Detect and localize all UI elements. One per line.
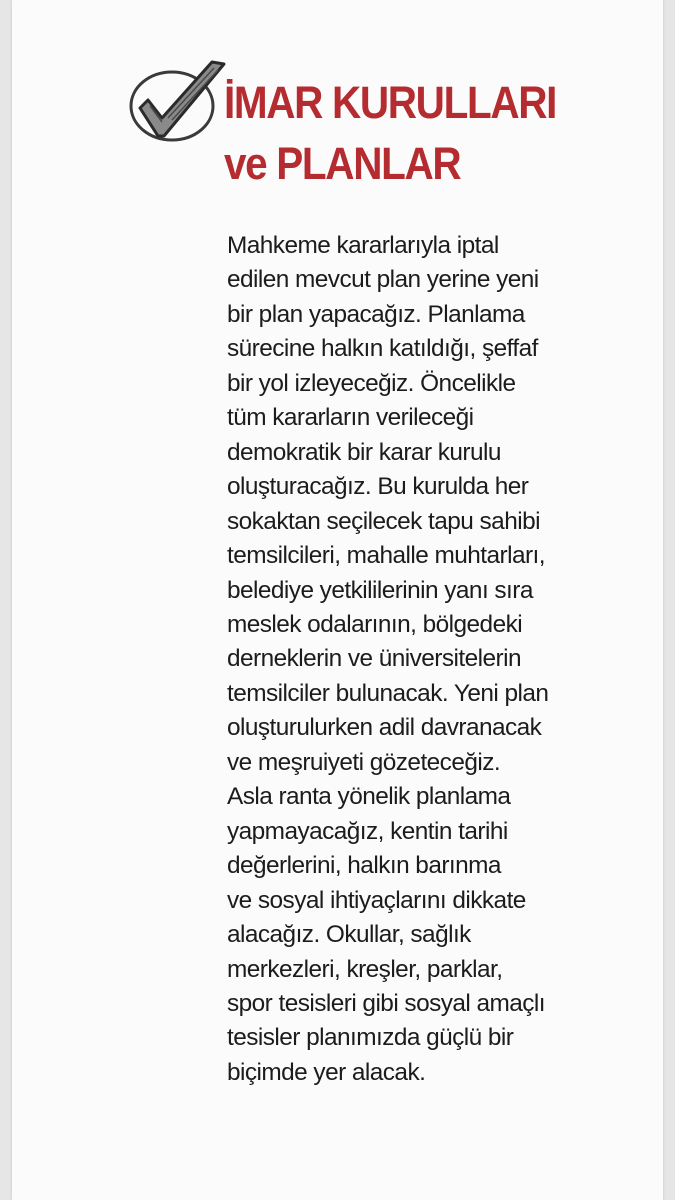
body-line: tüm kararların verileceği — [227, 404, 474, 432]
body-line: yapmayacağız, kentin tarihi — [227, 817, 508, 845]
body-line: bir plan yapacağız. Planlama — [227, 300, 525, 328]
body-line: sürecine halkın katıldığı, şeffaf — [227, 335, 538, 363]
body-line: biçimde yer alacak. — [227, 1058, 426, 1086]
body-line: sokaktan seçilecek tapu sahibi — [227, 507, 540, 535]
body-line: oluşturacağız. Bu kurulda her — [227, 473, 529, 501]
body-line: edilen mevcut plan yerine yeni — [227, 266, 539, 294]
title-line-1: İMAR KURULLARI — [224, 77, 557, 128]
title-line-2: ve PLANLAR — [224, 138, 461, 189]
body-line: Asla ranta yönelik planlama — [227, 783, 511, 811]
body-text — [227, 229, 647, 1090]
body-line: Mahkeme kararlarıyla iptal — [227, 232, 499, 259]
body-line: ve sosyal ihtiyaçlarını dikkate — [227, 886, 526, 914]
body-line: temsilcileri, mahalle muhtarları, — [227, 542, 545, 570]
body-line: bir yol izleyeceğiz. Öncelikle — [227, 369, 516, 397]
body-line: ve meşruiyeti gözeteceğiz. — [227, 748, 501, 776]
body-line: merkezleri, kreşler, parklar, — [227, 955, 503, 983]
body-line: meslek odalarının, bölgedeki — [227, 610, 523, 638]
left-margin — [0, 0, 12, 1200]
body-line: tesisler planımızda güçlü bir — [227, 1024, 514, 1052]
body-line: demokratik bir karar kurulu — [227, 438, 501, 466]
page-title — [224, 72, 556, 194]
body-line: temsilciler bulunacak. Yeni plan — [227, 679, 549, 707]
body-line: değerlerini, halkın barınma — [227, 852, 501, 880]
body-line: oluşturulurken adil davranacak — [227, 714, 542, 742]
body-line: derneklerin ve üniversitelerin — [227, 645, 521, 673]
right-margin — [663, 0, 675, 1200]
body-line: spor tesisleri gibi sosyal amaçlı — [227, 989, 546, 1017]
body-line: belediye yetkililerinin yanı sıra — [227, 576, 533, 604]
checkmark-circle-icon — [128, 56, 226, 148]
body-line: alacağız. Okullar, sağlık — [227, 921, 471, 949]
